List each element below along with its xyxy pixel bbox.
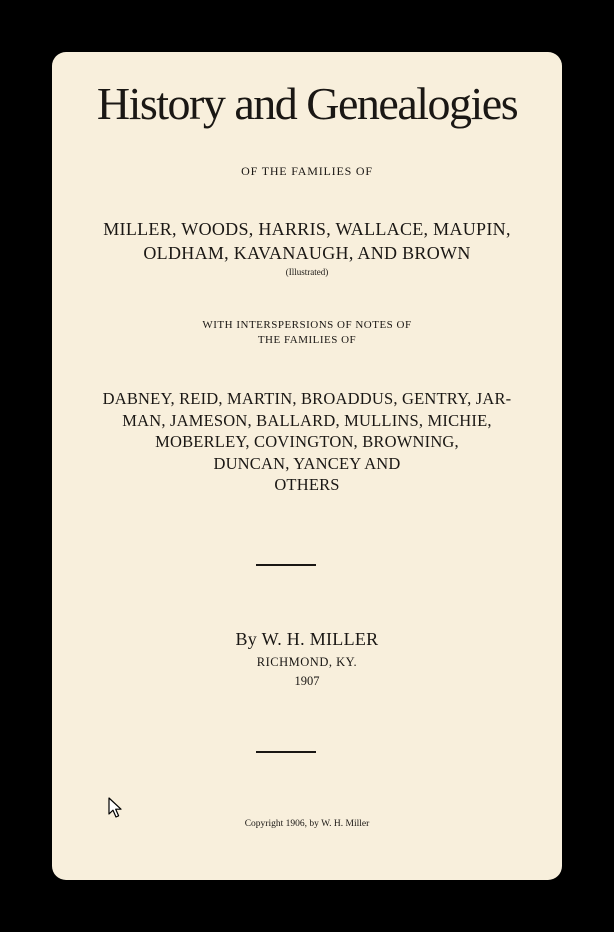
publication-year: 1907 (294, 674, 320, 688)
other-families-line: OTHERS (274, 475, 340, 494)
book-title: History and Genealogies (96, 78, 518, 129)
other-families-line: DABNEY, REID, MARTIN, BROADDUS, GENTRY, JAR- (102, 389, 512, 408)
divider-rule (256, 751, 316, 753)
title-page (52, 52, 562, 880)
notes-subtitle-line: WITH INTERSPERSIONS OF NOTES OF (202, 319, 412, 331)
other-families (52, 388, 562, 496)
primary-families-line: MILLER, WOODS, HARRIS, WALLACE, MAUPIN, (103, 219, 511, 239)
illustrated-note: (Illustrated) (285, 267, 329, 277)
primary-families (52, 217, 562, 265)
notes-subtitle (52, 318, 562, 348)
other-families-line: MOBERLEY, COVINGTON, BROWNING, (155, 432, 459, 451)
divider-rule (256, 564, 316, 566)
primary-families-line: OLDHAM, KAVANAUGH, AND BROWN (143, 243, 471, 263)
notes-subtitle-line: THE FAMILIES OF (257, 334, 357, 346)
copyright-notice: Copyright 1906, by W. H. Miller (244, 819, 370, 829)
other-families-line: MAN, JAMESON, BALLARD, MULLINS, MICHIE, (122, 410, 492, 430)
author-byline: By W. H. MILLER (235, 629, 379, 649)
of-families-label: OF THE FAMILIES OF (241, 164, 373, 178)
other-families-line: DUNCAN, YANCEY AND (213, 453, 401, 473)
publication-place: RICHMOND, KY. (256, 655, 358, 669)
mouse-pointer-icon (108, 797, 122, 819)
